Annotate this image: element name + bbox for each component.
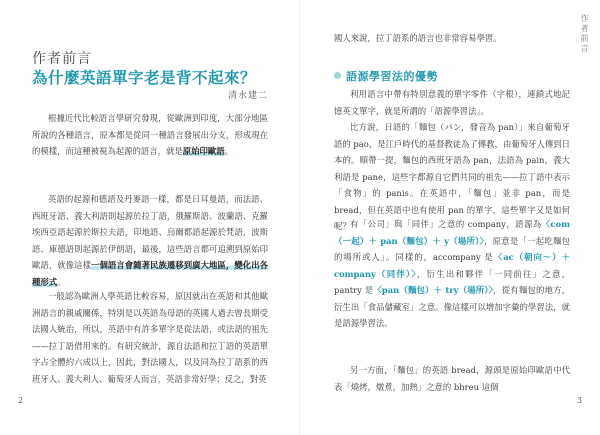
- paragraph-1-end: 。: [224, 146, 233, 156]
- etymology-company: 〈com（一起）＋ pan（麵包）＋ y（場所）〉: [334, 219, 570, 246]
- section-heading-text: 語源學習法的優勢: [346, 70, 438, 83]
- paragraph-continued: 國人來說，拉丁語系的語言也非常容易學習。: [334, 33, 502, 43]
- etymology-accompany: 〈ac（朝向〜）＋ company（同伴）〉: [334, 252, 570, 279]
- paragraph-3: 一般認為歐洲人學英語比較容易，原因就出在英語和其他歐洲語言的親戚關係，特別是以英語為母語的英國人過去曾長期受法國人統治，所以，英語中有許多單字是從法語，或法語的祖先——拉丁語借用來的。有研究統計，源自法語和拉丁語的英語單字占全體約六成以上，因此，對法國人，以及同為拉丁語系的西班牙人、義大利人、葡萄牙人而言，英語非常好學；反之，對英: [32, 291, 268, 384]
- paragraph-1: [32, 110, 268, 160]
- paragraph-6-text-c: ，衍生出和夥伴「一同前往」之意，pantry 是: [334, 268, 570, 295]
- paragraph-5: 比方說，日語的「麵包（パン，發音為 pan）」來自葡萄牙語的 pao，是江戶時代的基督教徒為了傳教，由葡萄牙人傳到日本的。順帶一提，麵包的西班牙語為 pan，法語為 pain，義大利語是 pane，這些字都源自它們共同的祖先——拉丁語中表示「食物」的 panis。在英語中，「麵包」並非 pan，而是 bread，但在英語中也有使用 pan 的單字，這些單字又是如何呢？: [334, 122, 570, 231]
- section-heading: [334, 68, 438, 84]
- highlight-language-migration: 一個語言會隨著民族遷移到廣大地區，變化出各種形式: [32, 260, 269, 287]
- paragraph-2-end: 。: [57, 276, 66, 287]
- author-name: 清水建二: [227, 91, 268, 101]
- page-number-right: 3: [576, 396, 582, 405]
- paragraph-2-text: 英語的起源和德語及丹麥語一樣，都是日耳曼語，而法語、西班牙語、義大利語則起源於拉丁語，俄羅斯語、波蘭語、克羅埃西亞語起源於斯拉夫語，印地語、烏爾都語起源於梵語，波斯語、庫德語則起源於伊朗語，最後，這些語言都可追溯到原始印歐語，就像這樣: [32, 194, 268, 270]
- paragraph-6-text-a: 有「公司」與「同伴」之意的 company，語源為: [350, 219, 542, 229]
- etymology-pantry: 〈pan（麵包）＋ try（場所）〉: [373, 285, 494, 295]
- paragraph-1-text: 根據近代比較語言學研究發現，從歐洲到印度，大部分地區所說的各種語言，原本都是從同一種語言發展出分支，形成現在的模樣，而這種被視為起源的語言，就是: [32, 113, 268, 156]
- highlight-proto-indo-european: 原始印歐語: [182, 146, 225, 156]
- paragraph-2: [32, 191, 268, 290]
- paragraph-6: [334, 216, 570, 332]
- preface-label: 作者前言: [32, 51, 92, 67]
- paragraph-4: 利用語言中帶有特別意義的單字零件（字根），連鎖式地記憶英文單字，就是所謂的「語源學習法」。: [334, 89, 570, 116]
- paragraph-6-text-d: ，從有麵包的地方，衍生出「食品儲藏室」之意。像這樣可以增加字彙的學習法，就是語源學習法。: [334, 285, 571, 328]
- paragraph-7: 另一方面，「麵包」的英語 bread，源頭是原始印歐語中代表「燒烤，燉煮，加熱」之意的 bhreu 這個: [334, 365, 570, 392]
- preface-title: 為什麼英語單字老是背不起來？: [32, 68, 257, 87]
- page-number-left: 2: [18, 396, 24, 405]
- right-page: [300, 0, 600, 435]
- bullet-dot-icon: [334, 72, 341, 79]
- running-head: 作者前言: [580, 14, 589, 54]
- paragraph-6-text-b: ，原意是「一起吃麵包的場所或人」。同樣的，accompany 是: [334, 235, 570, 262]
